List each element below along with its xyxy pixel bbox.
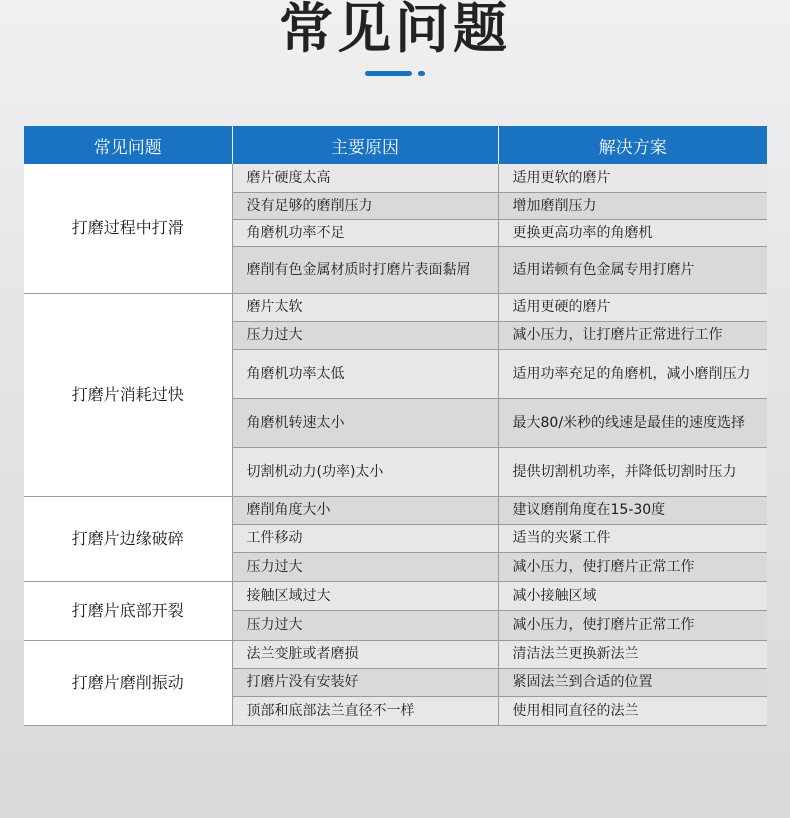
solution-cell: 减小压力，使打磨片正常工作 xyxy=(498,610,767,640)
table-body xyxy=(24,164,767,725)
table-header-row xyxy=(24,126,767,164)
problem-cell: 打磨片边缘破碎 xyxy=(24,496,232,581)
problem-cell: 打磨片磨削振动 xyxy=(24,640,232,725)
header-problem: 常见问题 xyxy=(24,126,232,164)
cause-cell: 没有足够的磨削压力 xyxy=(232,192,498,219)
solution-cell: 适用功率充足的角磨机，减小磨削压力 xyxy=(498,349,767,398)
cause-cell: 角磨机转速太小 xyxy=(232,398,498,447)
table-row xyxy=(24,164,767,192)
solution-cell: 清洁法兰更换新法兰 xyxy=(498,640,767,668)
underline-dot xyxy=(418,71,425,76)
solution-cell: 适用更软的磨片 xyxy=(498,164,767,192)
header-solution: 解决方案 xyxy=(498,126,767,164)
faq-table xyxy=(24,126,767,726)
cause-cell: 打磨片没有安装好 xyxy=(232,668,498,696)
cause-cell: 顶部和底部法兰直径不一样 xyxy=(232,696,498,725)
cause-cell: 压力过大 xyxy=(232,552,498,581)
cause-cell: 工件移动 xyxy=(232,524,498,552)
cause-cell: 磨片太软 xyxy=(232,293,498,321)
cause-cell: 角磨机功率太低 xyxy=(232,349,498,398)
table-row xyxy=(24,581,767,610)
problem-cell: 打磨过程中打滑 xyxy=(24,164,232,293)
cause-cell: 压力过大 xyxy=(232,610,498,640)
table-row xyxy=(24,293,767,321)
solution-cell: 适用更硬的磨片 xyxy=(498,293,767,321)
solution-cell: 更换更高功率的角磨机 xyxy=(498,219,767,246)
solution-cell: 最大80/米秒的线速是最佳的速度选择 xyxy=(498,398,767,447)
solution-cell: 增加磨削压力 xyxy=(498,192,767,219)
problem-cell: 打磨片底部开裂 xyxy=(24,581,232,640)
table-row xyxy=(24,496,767,524)
solution-cell: 适当的夹紧工件 xyxy=(498,524,767,552)
solution-cell: 使用相同直径的法兰 xyxy=(498,696,767,725)
cause-cell: 角磨机功率不足 xyxy=(232,219,498,246)
solution-cell: 减小压力，让打磨片正常进行工作 xyxy=(498,321,767,349)
solution-cell: 减小接触区域 xyxy=(498,581,767,610)
solution-cell: 提供切割机功率，并降低切割时压力 xyxy=(498,447,767,496)
cause-cell: 法兰变脏或者磨损 xyxy=(232,640,498,668)
solution-cell: 建议磨削角度在15-30度 xyxy=(498,496,767,524)
header-cause: 主要原因 xyxy=(232,126,498,164)
solution-cell: 减小压力，使打磨片正常工作 xyxy=(498,552,767,581)
cause-cell: 压力过大 xyxy=(232,321,498,349)
solution-cell: 紧固法兰到合适的位置 xyxy=(498,668,767,696)
cause-cell: 切割机动力(功率)太小 xyxy=(232,447,498,496)
cause-cell: 磨片硬度太高 xyxy=(232,164,498,192)
problem-cell: 打磨片消耗过快 xyxy=(24,293,232,496)
cause-cell: 磨削角度大小 xyxy=(232,496,498,524)
solution-cell: 适用诺顿有色金属专用打磨片 xyxy=(498,246,767,293)
cause-cell: 磨削有色金属材质时打磨片表面黏屑 xyxy=(232,246,498,293)
table-row xyxy=(24,640,767,668)
cause-cell: 接触区域过大 xyxy=(232,581,498,610)
underline-bar xyxy=(365,71,412,76)
page-title: 常见问题 xyxy=(279,0,511,60)
